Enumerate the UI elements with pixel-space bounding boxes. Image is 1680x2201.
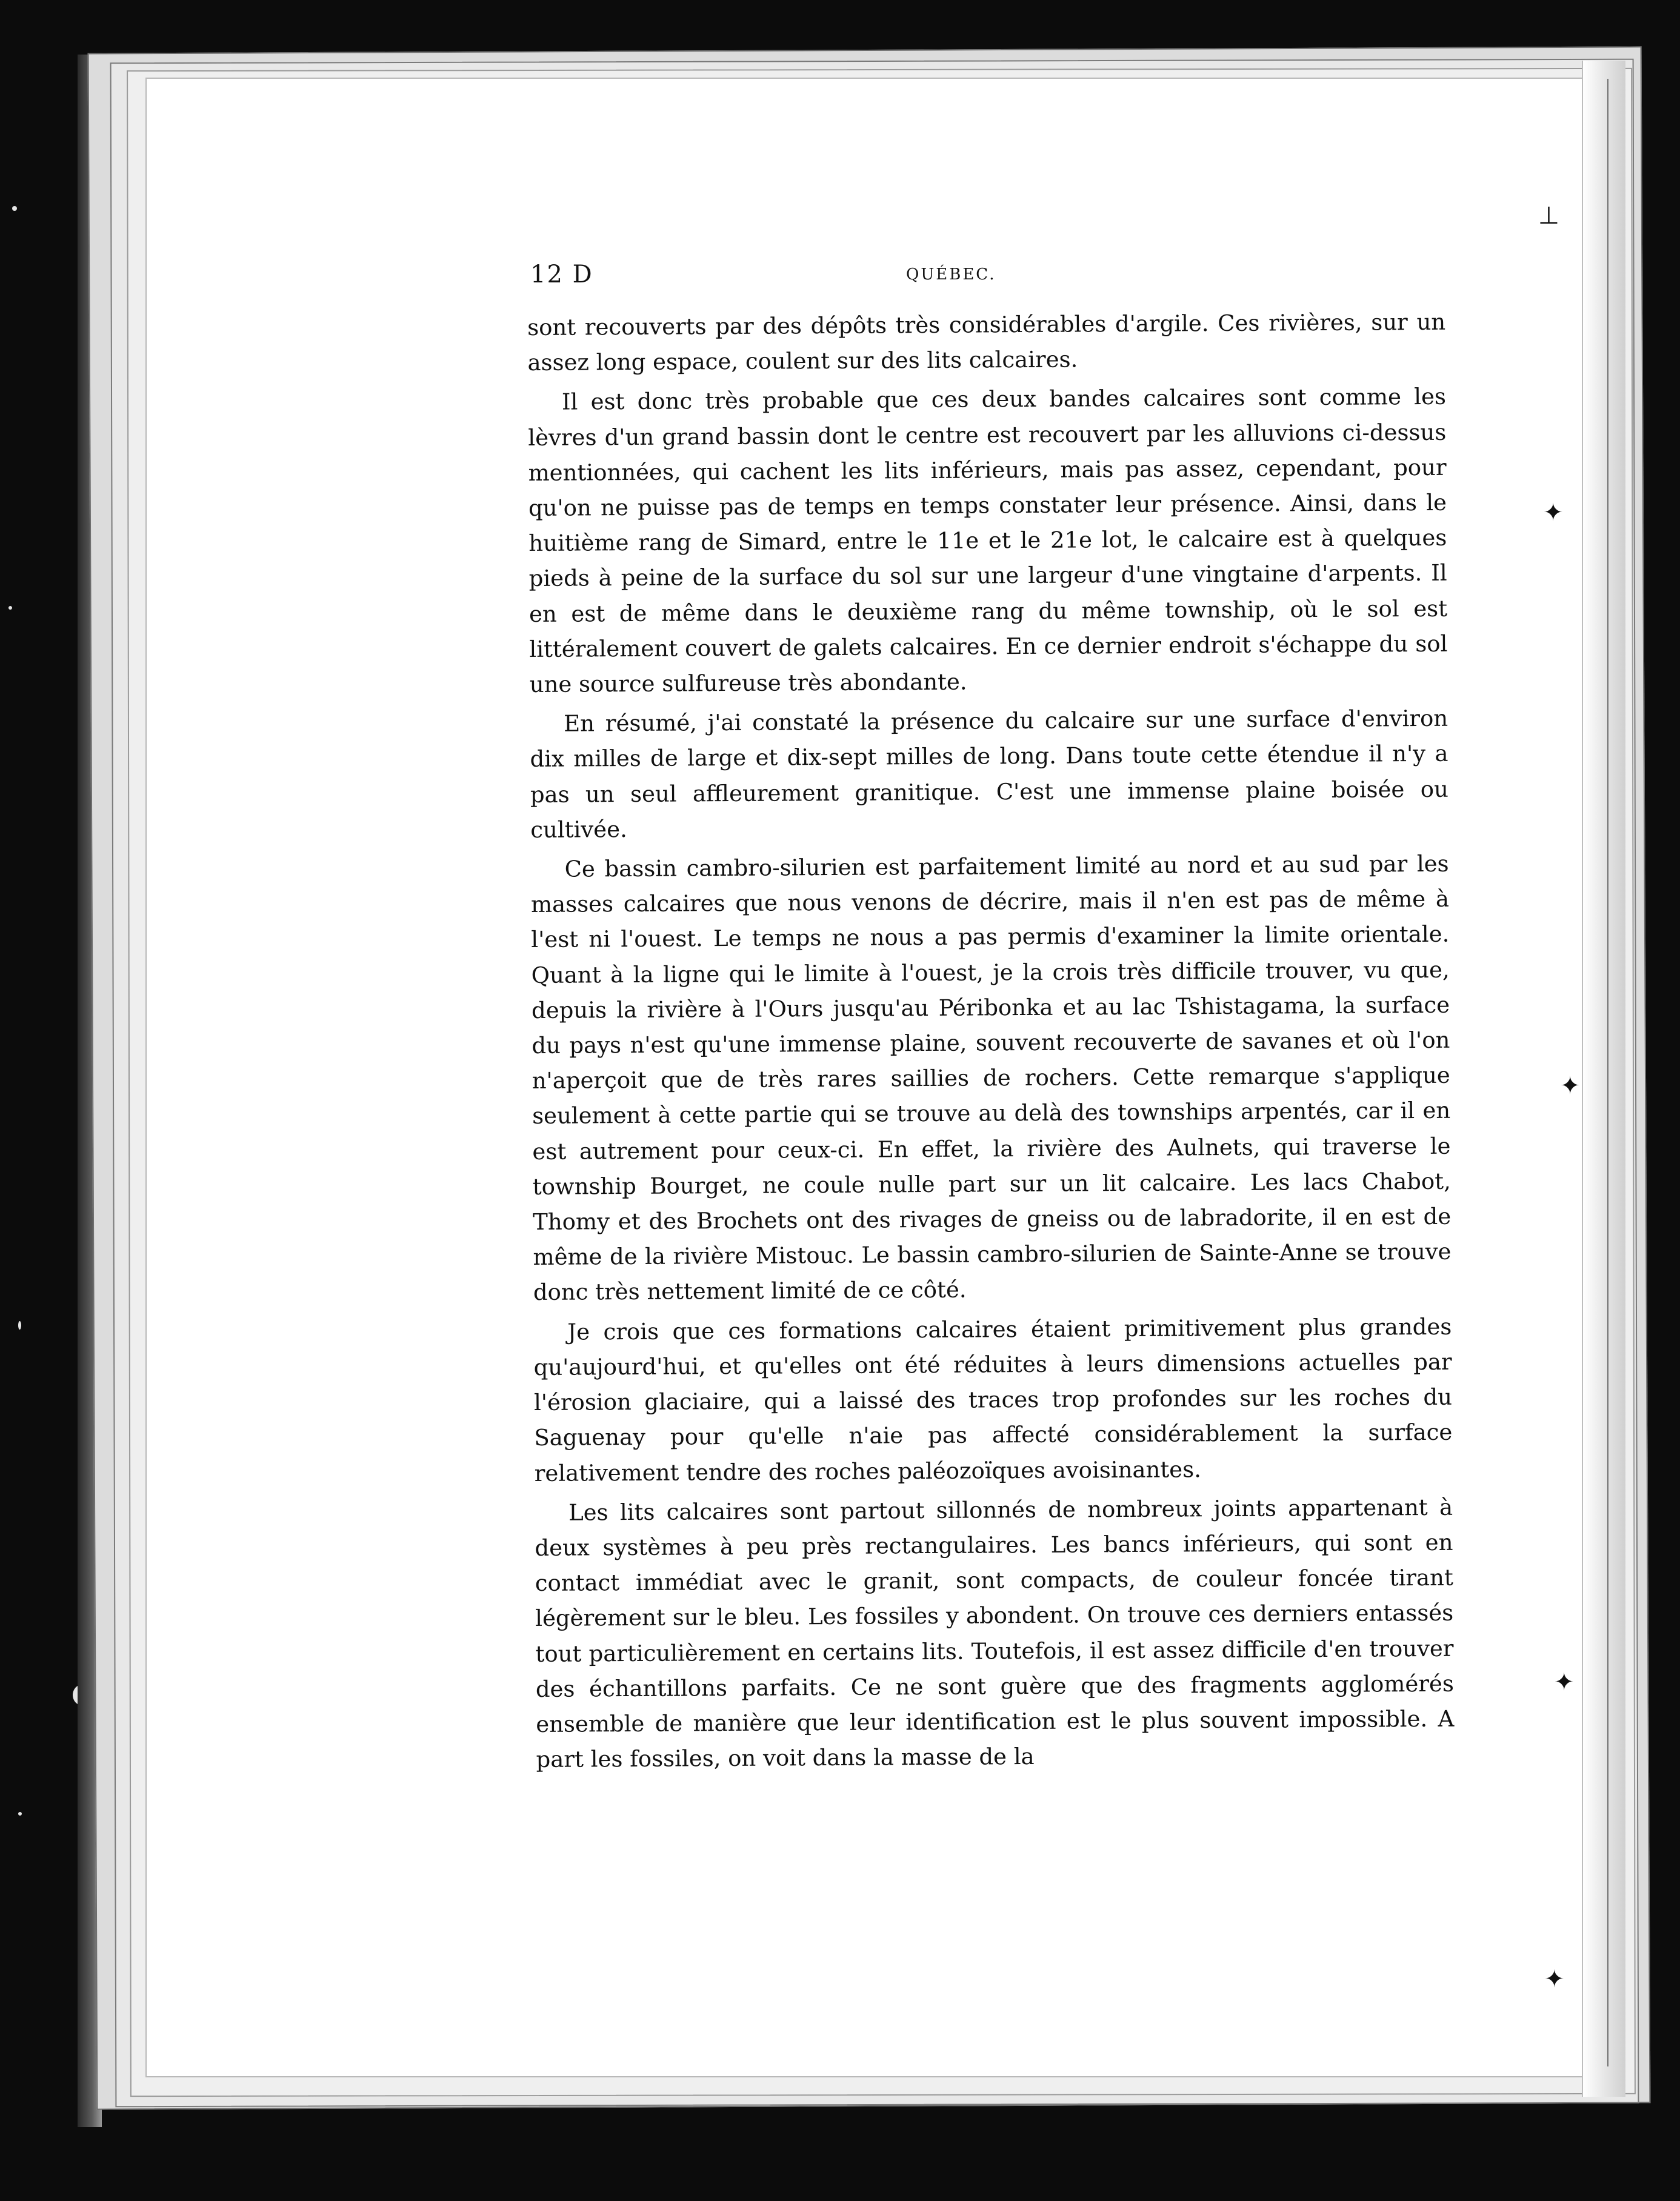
scan-speck: [18, 1812, 22, 1816]
page-number: 12 D: [530, 261, 593, 288]
paragraph: En résumé, j'ai constaté la présence du calcaire sur une surface d'environ dix milles de large et dix-sept milles de long. Dans toute cette étendue il n'y a pas un seul affleurement granitique. C'est une immense plaine boisée ou cultivée.: [530, 705, 1448, 843]
paragraph: Les lits calcaires sont partout sillonnés de nombreux joints appartenant à deux systèmes à peu près rectangulaires. Les bancs inférieurs, qui sont en contact immédiat avec le granit, sont compacts, de couleur foncée tirant légèrement sur le bleu. Les fossiles y abondent. On trouve ces derniers entassés tout particulièrement en certains lits. Toutefois, il est assez difficile d'en trouver des échantillons parfaits. Ce ne sont guère que des fragments agglomérés ensemble de manière que leur identification est le plus souvent impossible. A part les fossiles, on voit dans la masse de la: [535, 1494, 1455, 1773]
stitch-mark-icon: ✦: [1560, 1072, 1581, 1100]
body-text: [527, 305, 1455, 1778]
paragraph: sont recouverts par des dépôts très considérables d'argile. Ces rivières, sur un assez long espace, coulent sur des lits calcaires.: [527, 308, 1446, 376]
paragraph: Il est donc très probable que ces deux bandes calcaires sont comme les lèvres d'un grand bassin dont le centre est recouvert par les alluvions ci-dessus mentionnées, qui cachent les lits inférieurs, mais pas assez, cependant, pour qu'on ne puisse pas de temps en temps constater leur présence. Ainsi, dans le huitième rang de Simard, entre le 11e et le 21e lot, le calcaire est à quelques pieds à peine de la surface du sol sur une largeur d'une vingtaine d'arpents. Il en est de même dans le deuxième rang du même township, où le sol est littéralement couvert de galets calcaires. En ce dernier endroit s'échappe du sol une source sulfureuse très abondante.: [528, 384, 1448, 698]
scan-speck: [8, 606, 12, 610]
stitch-mark-icon: ✦: [1544, 1965, 1565, 1993]
page-fold-line: [1607, 79, 1608, 2066]
scan-speck: [12, 206, 17, 211]
paragraph: Je crois que ces formations calcaires étaient primitivement plus grandes qu'aujourd'hui, et qu'elles ont été réduites à leurs dimensions actuelles par l'érosion glaciaire, qui a laissé des traces trop profondes sur les roches du Saguenay pour qu'elle n'aie pas affecté considérablement la surface relativement tendre des roches paléozoïques avoisinantes.: [533, 1313, 1453, 1487]
running-head: QUÉBEC.: [906, 265, 996, 284]
paragraph: Ce bassin cambro-silurien est parfaitement limité au nord et au sud par les masses calcaires que nous venons de décrire, mais il n'en est pas de même à l'est ni l'ouest. Le temps ne nous a pas permis d'examiner la limite orientale. Quant à la ligne qui le limite à l'ouest, je la crois très difficile trouver, vu que, depuis la rivière à l'Ours jusqu'au Péribonka et au lac Tshistagama, la surface du pays n'est qu'une immense plaine, souvent recouverte de savanes et où l'on n'aperçoit que de très rares saillies de rochers. Cette remarque s'applique seulement à cette partie qui se trouve au delà des townships arpentés, car il en est autrement pour ceux-ci. En effet, la rivière des Aulnets, qui traverse le township Bourget, ne coule nulle part sur un lit calcaire. Les lacs Chabot, Thomy et des Brochets ont des rivages de gneiss ou de labradorite, il en est de même de la rivière Mistouc. Le bassin cambro-silurien de Sainte-Anne se trouve donc très nettement limité de ce côté.: [530, 850, 1452, 1306]
stitch-mark-icon: ✦: [1543, 499, 1564, 527]
page-header: [530, 261, 1436, 297]
stitch-mark-icon: ⊥: [1538, 202, 1559, 230]
scan-speck: [18, 1321, 21, 1330]
page-fold: [1582, 61, 1625, 2097]
stitch-mark-icon: ✦: [1554, 1668, 1575, 1696]
